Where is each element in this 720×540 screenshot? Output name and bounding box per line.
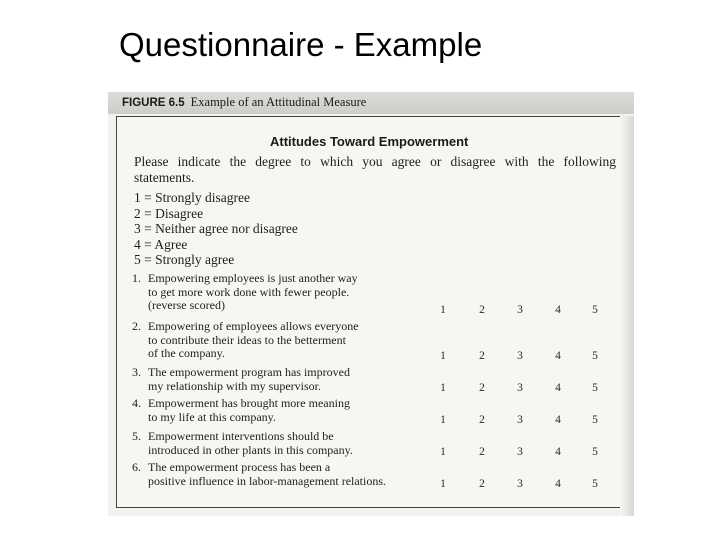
statement-line [132, 334, 359, 348]
statement-text: Empowering employees is just another way [148, 271, 358, 285]
rating-option[interactable]: 1 [440, 446, 446, 458]
statement-text: to contribute their ideas to the betterment [148, 332, 346, 347]
statement-line [132, 366, 350, 380]
rating-option[interactable]: 1 [440, 478, 446, 490]
statement-text: Empowerment has brought more meaning [148, 396, 350, 410]
rating-option[interactable]: 3 [517, 382, 523, 394]
rating-option[interactable]: 5 [592, 446, 598, 458]
statement-number: 6. [132, 460, 141, 474]
statement-text: Empowerment interventions should be [148, 429, 334, 443]
rating-option[interactable]: 5 [592, 304, 598, 316]
questionnaire-heading: Attitudes Toward Empowerment [270, 134, 469, 149]
statement-text: my relationship with my supervisor. [148, 378, 321, 393]
statement-number: 4. [132, 396, 141, 410]
statement-item [132, 366, 350, 393]
figure-number: FIGURE 6.5 [122, 97, 185, 109]
statement-line [132, 461, 386, 475]
statement-line [132, 299, 358, 313]
rating-option[interactable]: 1 [440, 350, 446, 362]
rating-option[interactable]: 3 [517, 478, 523, 490]
scale-option: 4 = Agree [134, 236, 188, 252]
rating-option[interactable]: 4 [555, 350, 561, 362]
statement-item [132, 272, 358, 313]
rating-option[interactable]: 4 [555, 414, 561, 426]
statement-text: The empowerment program has improved [148, 365, 350, 379]
statement-item [132, 397, 350, 424]
rating-option[interactable]: 2 [479, 478, 485, 490]
page-edge-shadow [620, 116, 634, 516]
rating-option[interactable]: 1 [440, 414, 446, 426]
statement-item [132, 461, 386, 488]
rating-option[interactable]: 5 [592, 350, 598, 362]
rating-option[interactable]: 5 [592, 414, 598, 426]
scale-option: 5 = Strongly agree [134, 252, 235, 268]
statement-text: of the company. [148, 346, 225, 360]
scale-legend [134, 190, 298, 268]
statement-number: 1. [132, 271, 141, 285]
figure-caption [122, 95, 366, 110]
rating-option[interactable]: 3 [517, 350, 523, 362]
rating-option[interactable]: 5 [592, 478, 598, 490]
rating-option[interactable]: 2 [479, 414, 485, 426]
rating-option[interactable]: 4 [555, 478, 561, 490]
rating-option[interactable]: 2 [479, 382, 485, 394]
rating-option[interactable]: 4 [555, 382, 561, 394]
statement-line [132, 397, 350, 411]
scale-option: 3 = Neither agree nor disagree [134, 221, 298, 237]
statement-line [132, 430, 353, 444]
statement-text: to get more work done with fewer people. [148, 284, 350, 299]
statement-line [132, 347, 359, 361]
rating-option[interactable]: 3 [517, 414, 523, 426]
rating-option[interactable]: 1 [440, 304, 446, 316]
statement-line [132, 320, 359, 334]
statement-line [132, 272, 358, 286]
rating-option[interactable]: 3 [517, 304, 523, 316]
rating-option[interactable]: 1 [440, 382, 446, 394]
statement-item [132, 320, 359, 361]
statement-text: introduced in other plants in this company. [148, 442, 353, 457]
rating-option[interactable]: 5 [592, 382, 598, 394]
slide-title: Questionnaire - Example [119, 26, 483, 63]
rating-option[interactable]: 2 [479, 446, 485, 458]
statement-text: The empowerment process has been a [148, 460, 331, 474]
rating-option[interactable]: 2 [479, 350, 485, 362]
statement-number: 5. [132, 429, 141, 443]
statement-line [132, 444, 353, 458]
statement-number: 2. [132, 319, 141, 333]
rating-option[interactable]: 4 [555, 446, 561, 458]
scale-option: 1 = Strongly disagree [134, 190, 250, 205]
instructions: Please indicate the degree to which you agree or disagree with the following statements. [134, 154, 616, 185]
rating-option[interactable]: 4 [555, 304, 561, 316]
statement-number: 3. [132, 365, 141, 379]
statement-line [132, 411, 350, 425]
figure-caption-text: Example of an Attitudinal Measure [190, 95, 367, 109]
statement-text: to my life at this company. [148, 409, 276, 424]
statement-line [132, 286, 358, 300]
statement-line [132, 380, 350, 394]
statement-item [132, 430, 353, 457]
statement-text: (reverse scored) [148, 298, 225, 312]
statement-text: positive influence in labor-management relations. [148, 473, 387, 488]
rating-option[interactable]: 2 [479, 304, 485, 316]
statement-text: Empowering of employees allows everyone [148, 319, 359, 333]
statement-line [132, 475, 386, 489]
scale-option: 2 = Disagree [134, 205, 204, 221]
rating-option[interactable]: 3 [517, 446, 523, 458]
